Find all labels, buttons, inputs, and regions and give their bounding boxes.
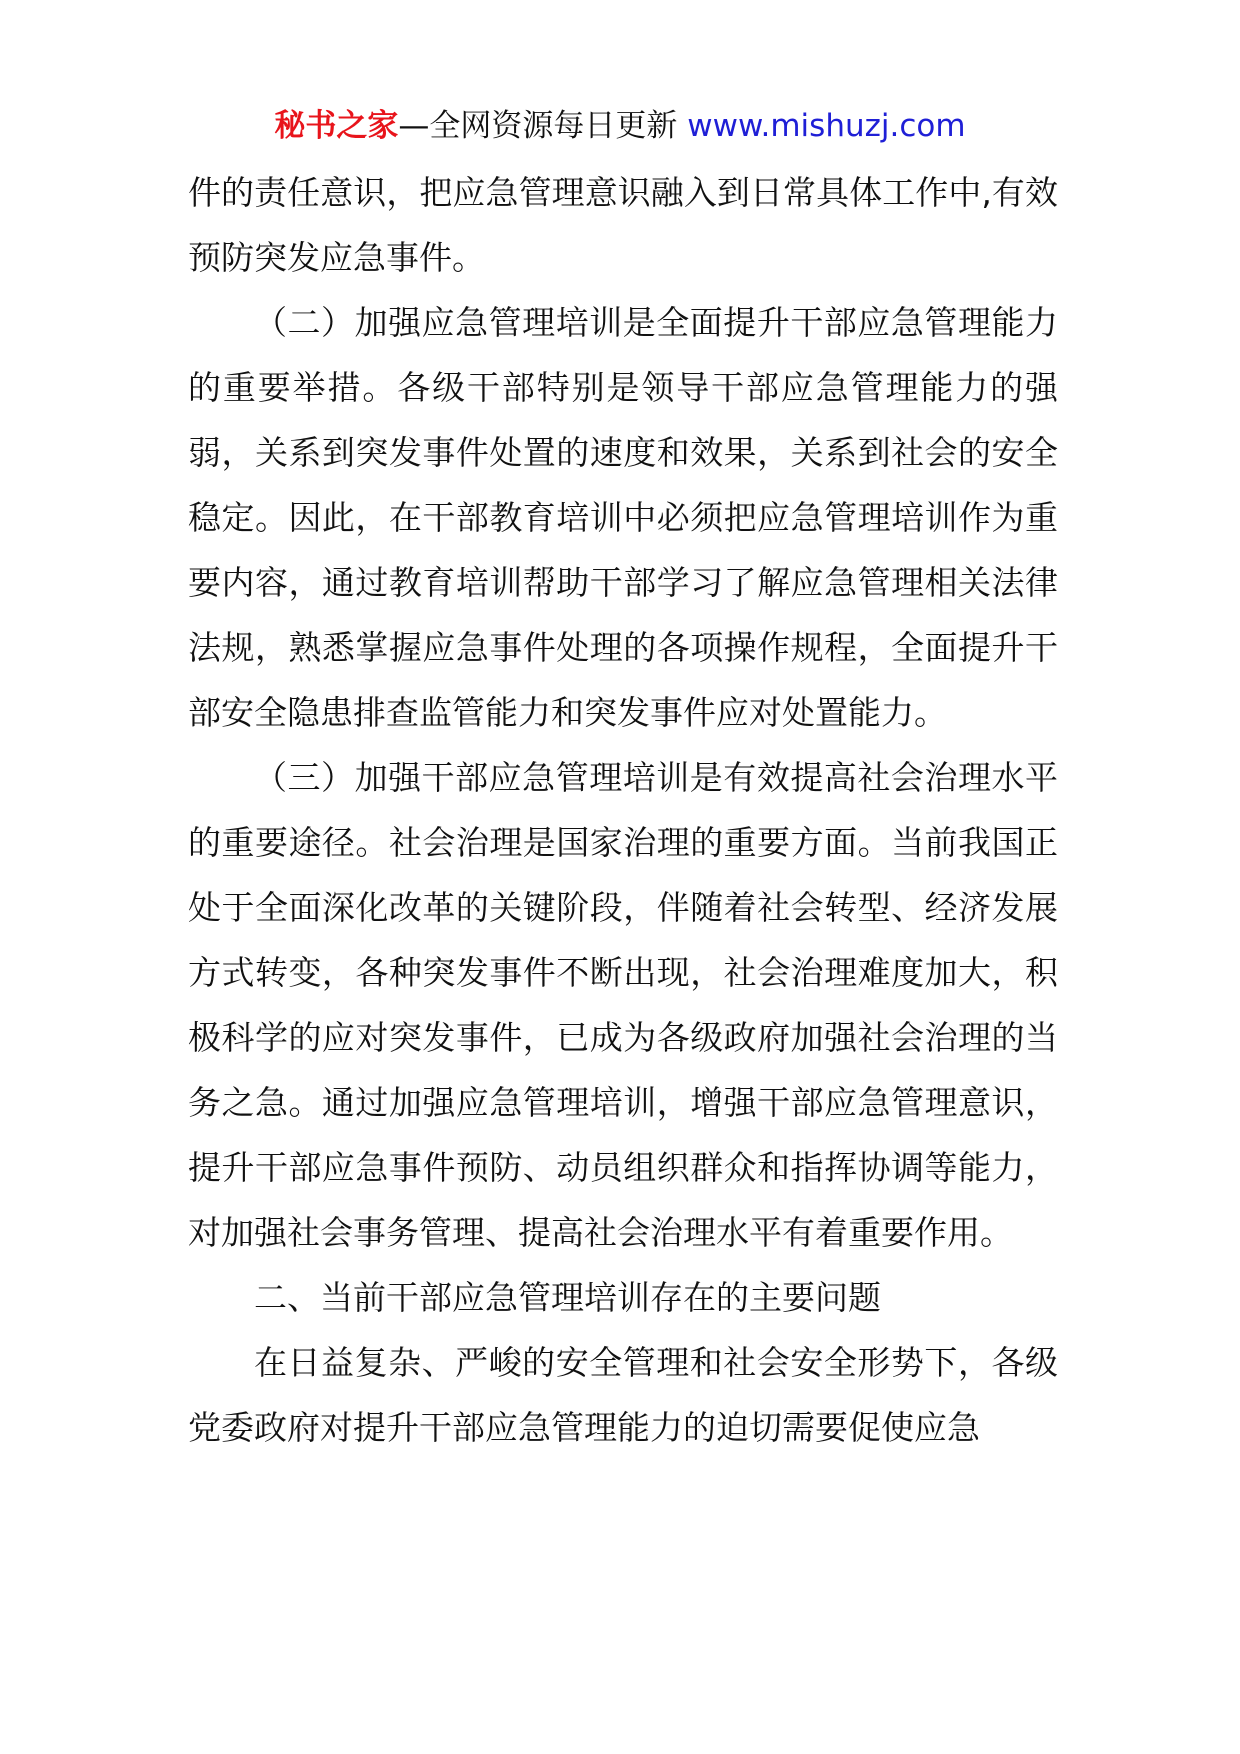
site-tagline: —全网资源每日更新: [398, 108, 688, 144]
paragraph-problems: 在日益复杂、严峻的安全管理和社会安全形势下，各级党委政府对提升干部应急管理能力的迫切需要促使应急: [188, 1343, 1058, 1447]
site-header: [0, 104, 1240, 148]
paragraph-section-three: （三）加强干部应急管理培训是有效提高社会治理水平的重要途径。社会治理是国家治理的重要方面。当前我国正处于全面深化改革的关键阶段，伴随着社会转型、经济发展方式转变，各种突发事件不断出现，社会治理难度加大，积极科学的应对突发事件，已成为各级政府加强社会治理的当务之急。通过加强应急管理培训，增强干部应急管理意识，提升干部应急事件预防、动员组织群众和指挥协调等能力，对加强社会事务管理、提高社会治理水平有着重要作用。: [188, 758, 1058, 1252]
document-body: [188, 160, 1058, 1460]
site-brand: 秘书之家: [274, 108, 399, 144]
site-url-link[interactable]: www.mishuzj.com: [687, 108, 966, 144]
section-heading: 二、当前干部应急管理培训存在的主要问题: [254, 1278, 881, 1317]
paragraph-continuation: 件的责任意识，把应急管理意识融入到日常具体工作中,有效预防突发应急事件。: [188, 173, 1058, 277]
paragraph-section-two: （二）加强应急管理培训是全面提升干部应急管理能力的重要举措。各级干部特别是领导干部应急管理能力的强弱，关系到突发事件处置的速度和效果，关系到社会的安全稳定。因此，在干部教育培训中必须把应急管理培训作为重要内容，通过教育培训帮助干部学习了解应急管理相关法律法规，熟悉掌握应急事件处理的各项操作规程，全面提升干部安全隐患排查监管能力和突发事件应对处置能力。: [188, 303, 1058, 732]
